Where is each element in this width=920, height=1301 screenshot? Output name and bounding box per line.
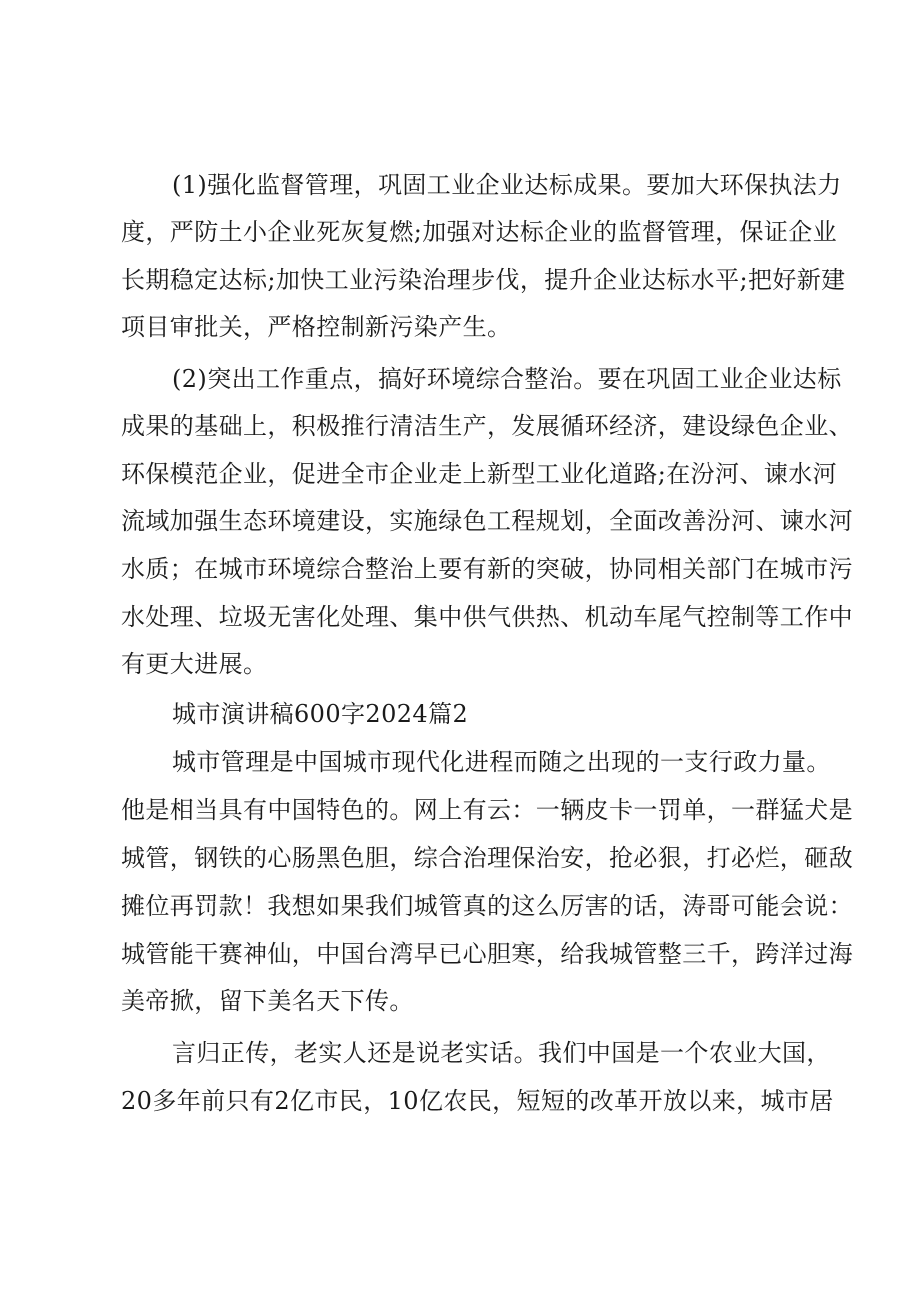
paragraph-1-line: 长期稳定达标;加快工业污染治理步伐，提升企业达标水平;把好新建 [121, 266, 846, 294]
paragraph-2-line: 有更大进展。 [121, 650, 268, 678]
paragraph-2-line: 环保模范企业，促进全市企业走上新型工业化道路;在汾河、谏水河 [121, 460, 838, 488]
paragraph-4-line: 言归正传，老实人还是说老实话。我们中国是一个农业大国， [172, 1039, 831, 1067]
paragraph-1-line: 度，严防土小企业死灰复燃;加强对达标企业的监督管理，保证企业 [121, 218, 838, 246]
section-heading: 城市演讲稿600字2024篇2 [172, 700, 469, 728]
paragraph-2-line: 流域加强生态环境建设，实施绿色工程规划，全面改善汾河、谏水河 [121, 507, 853, 535]
paragraph-3-line: 城管能干赛神仙，中国台湾早已心胆寒，给我城管整三千，跨洋过海 [121, 940, 853, 968]
paragraph-1-line: (1)强化监督管理，巩固工业企业达标成果。要加大环保执法力 [172, 171, 842, 199]
paragraph-2-line: 水处理、垃圾无害化处理、集中供气供热、机动车尾气控制等工作中 [121, 603, 853, 631]
paragraph-3-line: 美帝掀，留下美名天下传。 [121, 987, 414, 1015]
paragraph-3-line: 城市管理是中国城市现代化进程而随之出现的一支行政力量。 [172, 748, 831, 776]
paragraph-3-line: 他是相当具有中国特色的。网上有云：一辆皮卡一罚单，一群猛犬是 [121, 796, 853, 824]
paragraph-1-line: 项目审批关，严格控制新污染产生。 [121, 313, 512, 341]
paragraph-2-line: 成果的基础上，积极推行清洁生产，发展循环经济，建设绿色企业、 [121, 412, 853, 440]
paragraph-2-line: (2)突出工作重点，搞好环境综合整治。要在巩固工业企业达标 [172, 365, 842, 393]
paragraph-3-line: 摊位再罚款！我想如果我们城管真的这么厉害的话，涛哥可能会说： [121, 892, 853, 920]
paragraph-4-line: 20多年前只有2亿市民，10亿农民，短短的改革开放以来，城市居 [121, 1087, 834, 1115]
paragraph-3-line: 城管，钢铁的心肠黑色胆，综合治理保治安，抢必狠，打必烂，砸敌 [121, 844, 853, 872]
paragraph-2-line: 水质；在城市环境综合整治上要有新的突破，协同相关部门在城市污 [121, 555, 853, 583]
